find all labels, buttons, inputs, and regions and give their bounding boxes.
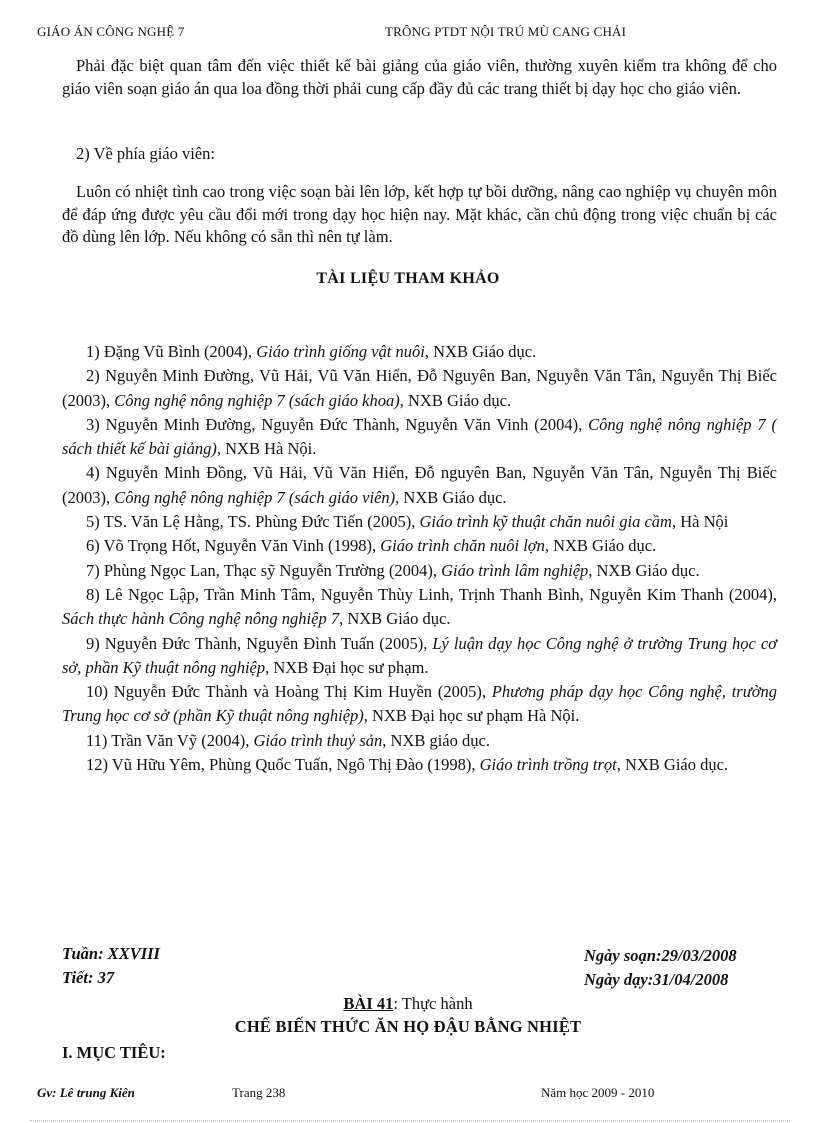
reference-item <box>62 680 777 729</box>
footer-school-year: Năm học 2009 - 2010 <box>541 1085 655 1100</box>
lesson-week: Tuần: XXVIII <box>62 944 160 963</box>
section-objectives: I. MỤC TIÊU: <box>62 1043 166 1062</box>
reference-item <box>62 413 777 462</box>
references-heading: TÀI LIỆU THAM KHẢO <box>316 270 500 287</box>
lesson-number-line <box>0 994 816 1014</box>
footer-teacher: Gv: Lê trung Kiên <box>37 1085 135 1100</box>
paragraph-teacher-heading <box>62 143 777 166</box>
paragraph-text: 2) Về phía giáo viên: <box>76 144 215 163</box>
reference-publisher: , NXB Giáo dục. <box>399 390 512 410</box>
reference-authors: 6) Võ Trọng Hốt, Nguyễn Văn Vinh (1998), <box>86 536 381 556</box>
reference-item <box>62 753 777 777</box>
lesson-number-suffix: : Thực hành <box>393 994 473 1013</box>
paragraph-teacher <box>62 181 777 249</box>
reference-publisher: , NXB Giáo dục. <box>588 560 700 580</box>
lesson-period: Tiết: 37 <box>62 968 115 987</box>
reference-title: Phương pháp dạy học Công nghệ, trường Trung học cơ sở (phần Kỹ thuật nông nghiệp) <box>62 682 778 726</box>
reference-title: Giáo trình chăn nuôi lợn <box>380 536 545 556</box>
references-list <box>62 340 777 777</box>
reference-publisher: , NXB giáo dục. <box>382 730 490 750</box>
reference-title: Giáo trình trồng trọt <box>479 755 617 775</box>
reference-item <box>62 364 777 413</box>
reference-title: Giáo trình giống vật nuôi <box>256 342 425 361</box>
reference-title: Sách thực hành Công nghệ nông nghiệp 7 <box>62 609 340 629</box>
footer-page-number: Trang 238 <box>232 1085 286 1100</box>
reference-publisher: , NXB Giáo dục. <box>339 609 451 629</box>
reference-title: Giáo trình lâm nghiệp <box>441 560 589 580</box>
reference-item <box>62 583 777 632</box>
reference-publisher: , NXB Giáo dục. <box>616 755 729 775</box>
lesson-teach-date: Ngày dạy:31/04/2008 <box>584 970 729 989</box>
reference-title: Giáo trình kỹ thuật chăn nuôi gia cầm <box>419 512 672 532</box>
reference-title: Công nghệ nông nghiệp 7 (sách giáo viên) <box>114 487 396 507</box>
reference-publisher: , NXB Giáo dục. <box>544 536 657 556</box>
lesson-number: BÀI 41 <box>343 994 394 1013</box>
reference-item <box>62 559 777 583</box>
reference-item <box>62 340 777 364</box>
footer-divider <box>30 1120 790 1121</box>
header-school: TRÔNG PTDT NỘI TRÚ MÙ CANG CHẢI <box>385 24 627 39</box>
reference-publisher: , Hà Nội <box>671 512 729 532</box>
reference-title: Lý luận dạy học Công nghệ ở trường Trung học cơ sở, phần Kỹ thuật nông nghiệp <box>62 633 777 677</box>
reference-item <box>62 461 777 510</box>
reference-publisher: , NXB Đại học sư phạm. <box>265 657 429 677</box>
paragraph-text: Luôn có nhiệt tình cao trong việc soạn bài lên lớp, kết hợp tự bồi dưỡng, nâng cao nghiệp vụ chuyên môn để đáp ứng được yêu cầu đổi mới trong dạy học hiện nay. Mặt khác, cần chủ động trong việc chuẩn bị các đồ dùng lên lớp. Nếu không có sẵn thì nên tự làm. <box>62 182 777 246</box>
reference-publisher: , NXB Giáo dục. <box>424 342 537 361</box>
reference-item <box>62 510 777 534</box>
paragraph-text: Phải đặc biệt quan tâm đến việc thiết kế bài giảng của giáo viên, thường xuyên kiểm tra không để cho giáo viên soạn giáo án qua loa đồng thời phải cung cấp đầy đủ các trang thiết bị dạy học cho giáo viên. <box>62 56 777 98</box>
reference-item <box>62 534 777 558</box>
reference-authors: 7) Phùng Ngọc Lan, Thạc sỹ Nguyễn Trường (2004), <box>86 560 442 580</box>
reference-authors: 10) Nguyễn Đức Thành và Hoàng Thị Kim Huyền (2005), <box>86 682 492 702</box>
reference-title: Công nghệ nông nghiệp 7 ( sách thiết kế bài giảng) <box>62 414 777 459</box>
reference-title: Giáo trình thuỷ sản <box>253 730 383 750</box>
reference-authors: 1) Đặng Vũ Bình (2004), <box>86 342 257 361</box>
reference-authors: 9) Nguyễn Đức Thành, Nguyễn Đình Tuấn (2005), <box>86 633 433 653</box>
reference-authors: 12) Vũ Hữu Yêm, Phùng Quốc Tuấn, Ngô Thị Đào (1998), <box>86 755 480 775</box>
reference-publisher: , NXB Hà Nội. <box>216 439 317 459</box>
lesson-prep-date: Ngày soạn:29/03/2008 <box>584 946 737 965</box>
lesson-title: CHẾ BIẾN THỨC ĂN HỌ ĐẬU BẰNG NHIỆT <box>234 1017 582 1036</box>
reference-publisher: , NXB Giáo dục. <box>395 487 507 507</box>
paragraph-admin <box>62 55 777 100</box>
reference-authors: 11) Trần Văn Vỹ (2004), <box>86 730 254 750</box>
reference-item <box>62 729 777 753</box>
header-subject: GIÁO ÁN CÔNG NGHỆ 7 <box>37 24 185 39</box>
reference-authors: 2) Nguyễn Minh Đường, Vũ Hải, Vũ Văn Hiển, Đỗ Nguyên Ban, Nguyễn Văn Tân, Nguyễn Thị Biếc (2003), <box>62 366 777 410</box>
reference-authors: 5) TS. Văn Lệ Hằng, TS. Phùng Đức Tiến (2005), <box>86 512 420 532</box>
reference-publisher: , NXB Đại học sư phạm Hà Nội. <box>363 706 580 726</box>
reference-title: Công nghệ nông nghiệp 7 (sách giáo khoa) <box>114 390 400 410</box>
reference-authors: 8) Lê Ngọc Lập, Trần Minh Tâm, Nguyễn Thùy Linh, Trịnh Thanh Bình, Nguyễn Kim Thanh (2004), <box>86 584 777 604</box>
reference-authors: 3) Nguyễn Minh Đường, Nguyễn Đức Thành, Nguyễn Văn Vinh (2004), <box>86 414 589 434</box>
reference-authors: 4) Nguyễn Minh Đồng, Vũ Hải, Vũ Văn Hiển, Đỗ nguyên Ban, Nguyễn Văn Tân, Nguyễn Thị Biếc (2003), <box>62 463 777 507</box>
reference-item <box>62 632 777 681</box>
